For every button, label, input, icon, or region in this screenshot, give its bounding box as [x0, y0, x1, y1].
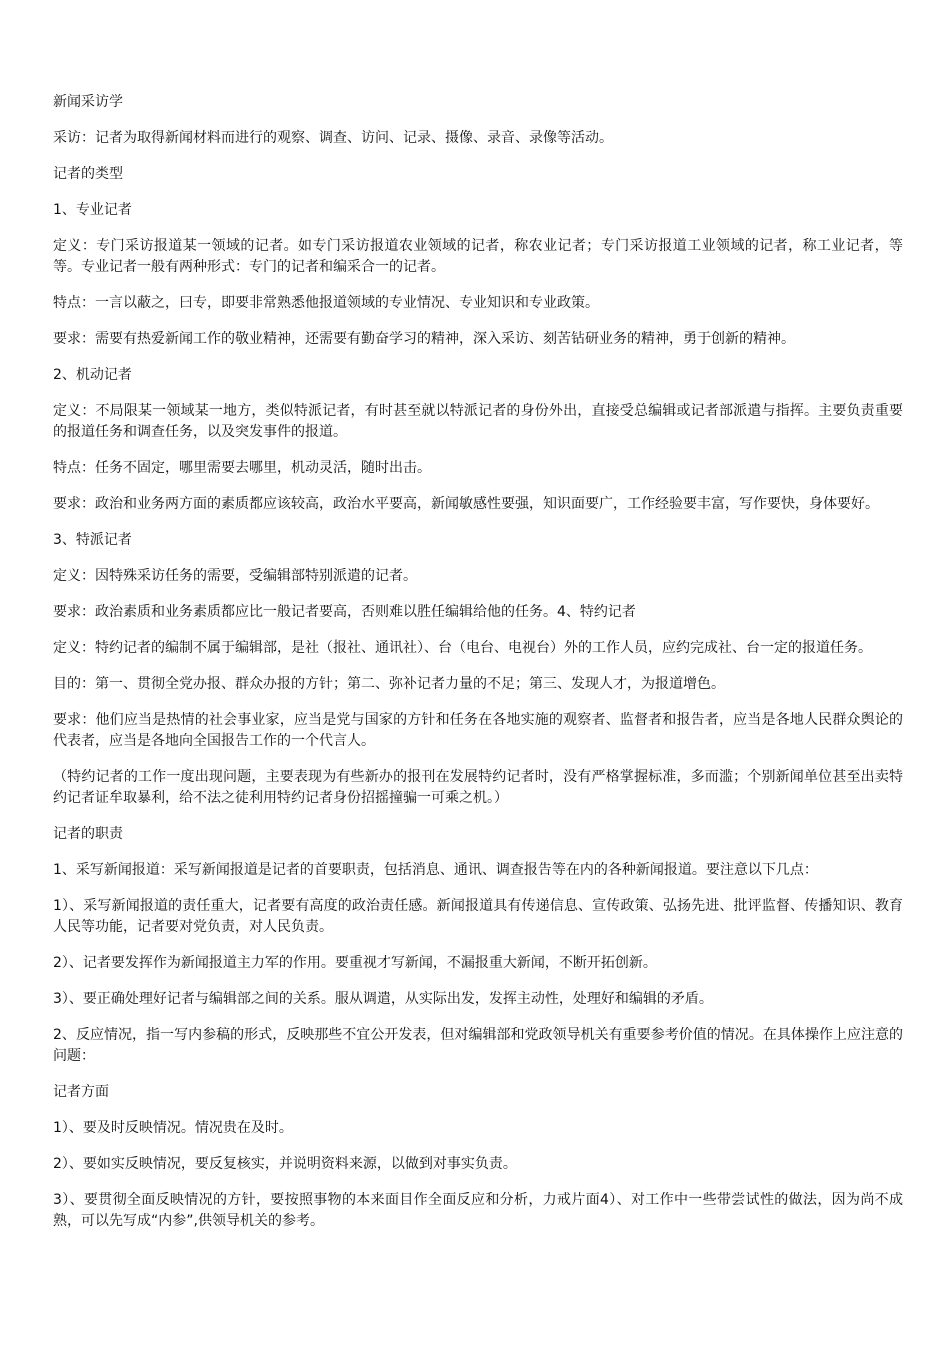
paragraph-note: （特约记者的工作一度出现问题，主要表现为有些新办的报刊在发展特约记者时，没有严格掌握标准，多而滥；个别新闻单位甚至出卖特约记者证牟取暴利，给不法之徒利用特约记者身份招摇撞骗一可乘之机。）: [53, 769, 903, 806]
paragraph: 定义：不局限某一领域某一地方，类似特派记者，有时甚至就以特派记者的身份外出，直接受总编辑或记者部派遣与指挥。主要负责重要的报道任务和调查任务，以及突发事件的报道。: [53, 403, 903, 440]
paragraph: 2）、记者要发挥作为新闻报道主力军的作用。要重视才写新闻，不漏报重大新闻，不断开拓创新。: [53, 955, 657, 971]
paragraph: 要求：需要有热爱新闻工作的敬业精神，还需要有勤奋学习的精神，深入采访、刻苦钻研业务的精神，勇于创新的精神。: [53, 331, 795, 347]
subheading-mobile-reporter: 2、机动记者: [53, 367, 132, 383]
paragraph: 3）、要贯彻全面反映情况的方针，要按照事物的本来面目作全面反应和分析，力戒片面4）、对工作中一些带尝试性的做法，因为尚不成熟，可以先写成“内参”,供领导机关的参考。: [53, 1192, 903, 1229]
subheading-special-envoy-reporter: 3、特派记者: [53, 532, 132, 548]
paragraph: 特点：一言以蔽之，曰专，即要非常熟悉他报道领域的专业情况、专业知识和专业政策。: [53, 295, 599, 311]
paragraph: 1）、要及时反映情况。情况贵在及时。: [53, 1120, 293, 1136]
paragraph: 2、反应情况，指一写内参稿的形式，反映那些不宜公开发表，但对编辑部和党政领导机关有重要参考价值的情况。在具体操作上应注意的问题：: [53, 1027, 903, 1064]
paragraph: 目的：第一、贯彻全党办报、群众办报的方针；第二、弥补记者力量的不足；第三、发现人才，为报道增色。: [53, 676, 725, 692]
section-heading-reporter-duties: 记者的职责: [53, 826, 123, 842]
paragraph: 要求：政治和业务两方面的素质都应该较高，政治水平要高，新闻敏感性要强，知识面要广，工作经验要丰富，写作要快，身体要好。: [53, 496, 879, 512]
paragraph: 定义：特约记者的编制不属于编辑部，是社（报社、通讯社）、台（电台、电视台）外的工作人员，应约完成社、台一定的报道任务。: [53, 640, 872, 656]
paragraph: 1、采写新闻报道：采写新闻报道是记者的首要职责，包括消息、通讯、调查报告等在内的各种新闻报道。要注意以下几点：: [53, 862, 818, 878]
section-heading-reporter-types: 记者的类型: [53, 166, 123, 182]
interview-definition: 采访：记者为取得新闻材料而进行的观察、调查、访问、记录、摄像、录音、录像等活动。: [53, 130, 613, 146]
subheading-reporter-aspect: 记者方面: [53, 1084, 109, 1100]
document-title: 新闻采访学: [53, 94, 123, 110]
paragraph: 2）、要如实反映情况，要反复核实，并说明资料来源，以做到对事实负责。: [53, 1156, 517, 1172]
paragraph: 要求：政治素质和业务素质都应比一般记者要高，否则难以胜任编辑给他的任务。4、特约记者: [53, 604, 636, 620]
paragraph: 3）、要正确处理好记者与编辑部之间的关系。服从调遣，从实际出发，发挥主动性，处理好和编辑的矛盾。: [53, 991, 713, 1007]
document-page: [53, 92, 903, 1247]
paragraph: 1）、采写新闻报道的责任重大，记者要有高度的政治责任感。新闻报道具有传递信息、宣传政策、弘扬先进、批评监督、传播知识、教育人民等功能，记者要对党负责，对人民负责。: [53, 898, 903, 935]
paragraph: 要求：他们应当是热情的社会事业家，应当是党与国家的方针和任务在各地实施的观察者、监督者和报告者，应当是各地人民群众舆论的代表者，应当是各地向全国报告工作的一个代言人。: [53, 712, 903, 749]
paragraph: 特点：任务不固定，哪里需要去哪里，机动灵活，随时出击。: [53, 460, 431, 476]
subheading-specialist-reporter: 1、专业记者: [53, 202, 132, 218]
paragraph: 定义：因特殊采访任务的需要，受编辑部特别派遣的记者。: [53, 568, 417, 584]
paragraph: 定义：专门采访报道某一领域的记者。如专门采访报道农业领域的记者，称农业记者；专门采访报道工业领域的记者，称工业记者，等等。专业记者一般有两种形式：专门的记者和编采合一的记者。: [53, 238, 903, 275]
